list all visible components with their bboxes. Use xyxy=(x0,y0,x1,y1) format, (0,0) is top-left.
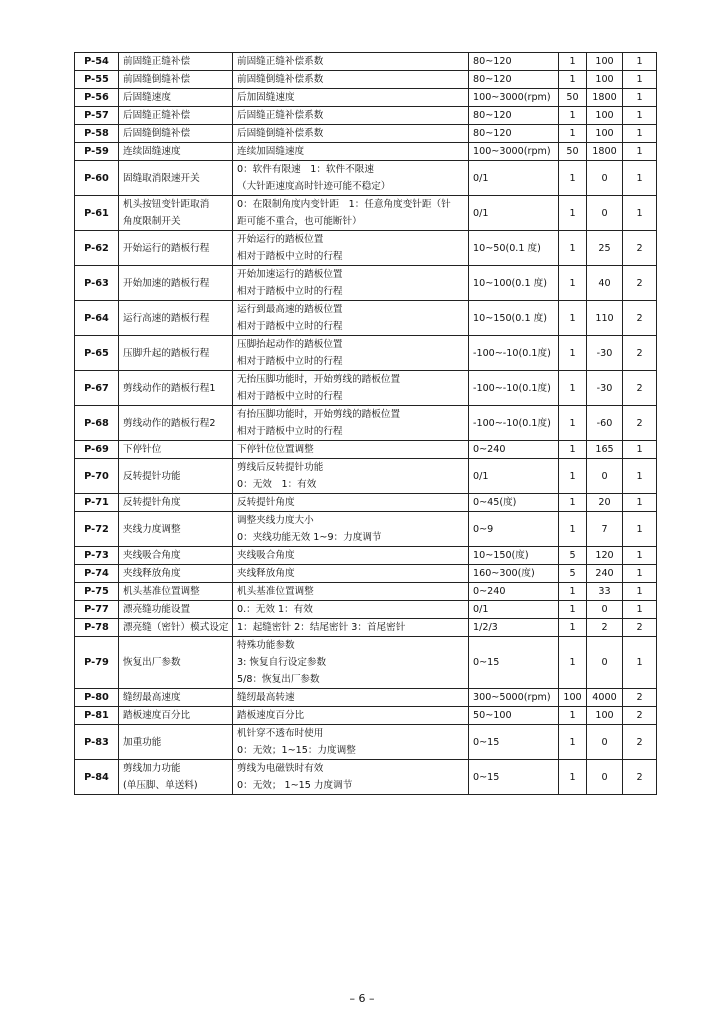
param-step-cell: 1 xyxy=(559,125,587,143)
param-description-cell xyxy=(233,441,469,459)
param-name-cell xyxy=(119,301,233,336)
param-level-cell: 2 xyxy=(623,689,657,707)
table-row xyxy=(75,565,657,583)
param-step-cell: 1 xyxy=(559,266,587,301)
param-name-line: 后固缝倒缝补偿 xyxy=(123,128,191,139)
param-description-line: 0：夹线功能无效 1~9：力度调节 xyxy=(237,532,382,543)
param-step-cell: 1 xyxy=(559,725,587,760)
param-default-cell: 110 xyxy=(587,301,623,336)
param-description-line: 剪线后反转提针功能 xyxy=(237,462,324,473)
param-step-cell: 100 xyxy=(559,689,587,707)
param-default-cell: -60 xyxy=(587,406,623,441)
param-description-cell xyxy=(233,53,469,71)
param-range-cell: 80~120 xyxy=(469,125,559,143)
param-code-cell: P-67 xyxy=(75,371,119,406)
param-level-cell: 1 xyxy=(623,71,657,89)
table-row xyxy=(75,71,657,89)
param-description-line: 相对于踏板中立时的行程 xyxy=(237,286,343,297)
param-level-cell: 1 xyxy=(623,494,657,512)
param-code-cell: P-61 xyxy=(75,196,119,231)
param-step-cell: 1 xyxy=(559,107,587,125)
param-description-cell xyxy=(233,336,469,371)
param-description-cell xyxy=(233,459,469,494)
param-description-cell xyxy=(233,637,469,689)
param-level-cell: 1 xyxy=(623,196,657,231)
param-code-cell: P-80 xyxy=(75,689,119,707)
param-description-line: 机针穿不透布时使用 xyxy=(237,728,324,739)
param-description-line: 后固缝正缝补偿系数 xyxy=(237,110,324,121)
param-name-cell xyxy=(119,689,233,707)
param-code-cell: P-74 xyxy=(75,565,119,583)
param-description-line: 剪线为电磁铁时有效 xyxy=(237,763,324,774)
param-range-cell: 0/1 xyxy=(469,196,559,231)
param-name-cell xyxy=(119,512,233,547)
table-row xyxy=(75,336,657,371)
param-name-line: 漂亮缝（密针）模式设定 xyxy=(123,622,229,633)
param-range-cell: -100~-10(0.1度) xyxy=(469,336,559,371)
param-name-line: 加重功能 xyxy=(123,736,162,748)
param-name-cell xyxy=(119,125,233,143)
param-description-cell xyxy=(233,619,469,637)
param-range-cell: 0~240 xyxy=(469,583,559,601)
param-description-line: 夹线吸合角度 xyxy=(237,550,295,561)
table-row xyxy=(75,760,657,795)
table-row xyxy=(75,107,657,125)
param-code-cell: P-83 xyxy=(75,725,119,760)
param-name-cell xyxy=(119,619,233,637)
param-step-cell: 1 xyxy=(559,512,587,547)
param-range-cell: 100~3000(rpm) xyxy=(469,143,559,161)
param-range-cell: 0~9 xyxy=(469,512,559,547)
param-description-line: 运行到最高速的踏板位置 xyxy=(237,304,343,315)
param-default-cell: 100 xyxy=(587,107,623,125)
param-description-line: 5/8：恢复出厂参数 xyxy=(237,674,320,685)
param-description-cell xyxy=(233,89,469,107)
param-description-cell xyxy=(233,125,469,143)
parameter-table xyxy=(74,52,657,795)
param-step-cell: 1 xyxy=(559,707,587,725)
param-code-cell: P-78 xyxy=(75,619,119,637)
table-row xyxy=(75,301,657,336)
param-default-cell: 20 xyxy=(587,494,623,512)
param-name-cell xyxy=(119,459,233,494)
param-step-cell: 1 xyxy=(559,441,587,459)
param-level-cell: 2 xyxy=(623,406,657,441)
param-name-cell xyxy=(119,371,233,406)
param-code-cell: P-68 xyxy=(75,406,119,441)
param-description-cell xyxy=(233,107,469,125)
param-description-line: 压脚抬起动作的踏板位置 xyxy=(237,339,343,350)
param-range-cell: 80~120 xyxy=(469,71,559,89)
param-level-cell: 1 xyxy=(623,547,657,565)
param-description-line: 夹线释放角度 xyxy=(237,568,295,579)
param-level-cell: 2 xyxy=(623,619,657,637)
param-default-cell: 0 xyxy=(587,161,623,196)
param-name-cell xyxy=(119,143,233,161)
param-name-cell xyxy=(119,547,233,565)
param-description-cell xyxy=(233,161,469,196)
param-name-cell xyxy=(119,725,233,760)
param-description-cell xyxy=(233,583,469,601)
param-level-cell: 1 xyxy=(623,512,657,547)
table-row xyxy=(75,707,657,725)
table-row xyxy=(75,143,657,161)
param-default-cell: 100 xyxy=(587,71,623,89)
param-range-cell: 1/2/3 xyxy=(469,619,559,637)
param-default-cell: 100 xyxy=(587,53,623,71)
param-description-line: 0：无效； 1~15 力度调节 xyxy=(237,780,353,791)
param-range-cell: 80~120 xyxy=(469,107,559,125)
param-name-line: 开始加速的踏板行程 xyxy=(123,277,210,289)
parameter-table-body xyxy=(75,53,657,795)
param-step-cell: 1 xyxy=(559,53,587,71)
param-description-cell xyxy=(233,689,469,707)
param-description-line: 机头基准位置调整 xyxy=(237,586,314,597)
param-step-cell: 1 xyxy=(559,71,587,89)
param-range-cell: 100~3000(rpm) xyxy=(469,89,559,107)
param-code-cell: P-63 xyxy=(75,266,119,301)
param-default-cell: 0 xyxy=(587,459,623,494)
param-default-cell: 25 xyxy=(587,231,623,266)
param-name-cell xyxy=(119,760,233,795)
param-name-line: 反转提针功能 xyxy=(123,470,181,482)
table-row xyxy=(75,494,657,512)
table-row xyxy=(75,89,657,107)
param-range-cell: 160~300(度) xyxy=(469,565,559,583)
param-code-cell: P-79 xyxy=(75,637,119,689)
param-description-line: 特殊功能参数 xyxy=(237,640,295,651)
param-step-cell: 1 xyxy=(559,231,587,266)
param-name-line: 前固缝倒缝补偿 xyxy=(123,74,191,85)
param-description-cell xyxy=(233,231,469,266)
param-range-cell: -100~-10(0.1度) xyxy=(469,371,559,406)
param-range-cell: 0/1 xyxy=(469,161,559,196)
param-code-cell: P-84 xyxy=(75,760,119,795)
param-name-cell xyxy=(119,707,233,725)
param-step-cell: 50 xyxy=(559,143,587,161)
param-default-cell: 240 xyxy=(587,565,623,583)
table-row xyxy=(75,371,657,406)
param-name-cell xyxy=(119,266,233,301)
param-level-cell: 2 xyxy=(623,760,657,795)
param-step-cell: 1 xyxy=(559,406,587,441)
param-code-cell: P-77 xyxy=(75,601,119,619)
table-row xyxy=(75,689,657,707)
param-description-line: 相对于踏板中立时的行程 xyxy=(237,356,343,367)
param-name-line: 漂亮缝功能设置 xyxy=(123,604,191,615)
param-description-cell xyxy=(233,707,469,725)
param-default-cell: 100 xyxy=(587,125,623,143)
param-step-cell: 1 xyxy=(559,619,587,637)
param-code-cell: P-58 xyxy=(75,125,119,143)
param-description-line: 后加固缝速度 xyxy=(237,92,295,103)
table-row xyxy=(75,725,657,760)
param-step-cell: 1 xyxy=(559,301,587,336)
param-step-cell: 1 xyxy=(559,583,587,601)
param-description-line: 开始加速运行的踏板位置 xyxy=(237,269,343,280)
table-row xyxy=(75,619,657,637)
param-name-cell xyxy=(119,637,233,689)
param-range-cell: 0~15 xyxy=(469,725,559,760)
param-code-cell: P-55 xyxy=(75,71,119,89)
param-range-cell: 0~15 xyxy=(469,637,559,689)
param-name-line: 机头基准位置调整 xyxy=(123,586,200,597)
param-name-line: 踏板速度百分比 xyxy=(123,710,191,721)
param-range-cell: -100~-10(0.1度) xyxy=(469,406,559,441)
param-step-cell: 1 xyxy=(559,494,587,512)
param-name-cell xyxy=(119,71,233,89)
param-default-cell: 7 xyxy=(587,512,623,547)
param-description-line: 相对于踏板中立时的行程 xyxy=(237,426,343,437)
param-description-line: 前固缝正缝补偿系数 xyxy=(237,56,324,67)
param-code-cell: P-60 xyxy=(75,161,119,196)
param-code-cell: P-71 xyxy=(75,494,119,512)
param-description-line: 下停针位位置调整 xyxy=(237,444,314,455)
param-name-cell xyxy=(119,107,233,125)
param-code-cell: P-54 xyxy=(75,53,119,71)
param-level-cell: 1 xyxy=(623,53,657,71)
param-name-line: 后固缝速度 xyxy=(123,92,171,103)
param-level-cell: 2 xyxy=(623,707,657,725)
param-range-cell: 0~240 xyxy=(469,441,559,459)
param-default-cell: 2 xyxy=(587,619,623,637)
param-range-cell: 10~150(0.1 度) xyxy=(469,301,559,336)
param-name-line: 运行高速的踏板行程 xyxy=(123,312,210,324)
param-description-cell xyxy=(233,547,469,565)
param-description-line: 0：软件有限速 1：软件不限速 xyxy=(237,164,374,175)
param-name-line: 夹线吸合角度 xyxy=(123,550,181,561)
param-name-line: 反转提针角度 xyxy=(123,497,181,508)
param-description-line: 0：无效 1：有效 xyxy=(237,479,317,490)
param-level-cell: 2 xyxy=(623,266,657,301)
param-range-cell: 10~150(度) xyxy=(469,547,559,565)
param-description-cell xyxy=(233,301,469,336)
param-name-line: 前固缝正缝补偿 xyxy=(123,56,191,67)
param-name-line: 机头按钮变针距取消 xyxy=(123,199,210,210)
param-description-line: 后固缝倒缝补偿系数 xyxy=(237,128,324,139)
param-name-line: 剪线动作的踏板行程1 xyxy=(123,382,216,394)
table-row xyxy=(75,547,657,565)
param-level-cell: 2 xyxy=(623,371,657,406)
param-name-cell xyxy=(119,53,233,71)
table-row xyxy=(75,441,657,459)
param-code-cell: P-59 xyxy=(75,143,119,161)
param-level-cell: 1 xyxy=(623,583,657,601)
param-default-cell: 0 xyxy=(587,725,623,760)
param-level-cell: 2 xyxy=(623,336,657,371)
param-description-line: 3: 恢复自行设定参数 xyxy=(237,657,327,668)
param-code-cell: P-65 xyxy=(75,336,119,371)
param-name-line: 夹线力度调整 xyxy=(123,523,181,535)
param-default-cell: -30 xyxy=(587,336,623,371)
param-code-cell: P-56 xyxy=(75,89,119,107)
table-row xyxy=(75,637,657,689)
param-default-cell: 0 xyxy=(587,196,623,231)
param-name-line: 夹线释放角度 xyxy=(123,568,181,579)
param-step-cell: 5 xyxy=(559,565,587,583)
param-name-line: 连续固缝速度 xyxy=(123,146,181,157)
param-code-cell: P-62 xyxy=(75,231,119,266)
param-description-line: 0.：无效 1：有效 xyxy=(237,604,313,615)
param-description-cell xyxy=(233,760,469,795)
param-step-cell: 5 xyxy=(559,547,587,565)
param-name-cell xyxy=(119,601,233,619)
param-code-cell: P-75 xyxy=(75,583,119,601)
param-description-cell xyxy=(233,725,469,760)
param-default-cell: 40 xyxy=(587,266,623,301)
param-default-cell: 33 xyxy=(587,583,623,601)
param-default-cell: 4000 xyxy=(587,689,623,707)
param-level-cell: 1 xyxy=(623,637,657,689)
param-level-cell: 1 xyxy=(623,107,657,125)
param-range-cell: 300~5000(rpm) xyxy=(469,689,559,707)
param-step-cell: 1 xyxy=(559,760,587,795)
param-step-cell: 1 xyxy=(559,196,587,231)
param-code-cell: P-64 xyxy=(75,301,119,336)
param-name-line: (单压脚、单送料) xyxy=(123,780,198,791)
param-step-cell: 1 xyxy=(559,601,587,619)
param-description-cell xyxy=(233,494,469,512)
param-range-cell: 0/1 xyxy=(469,601,559,619)
param-default-cell: 0 xyxy=(587,601,623,619)
table-row xyxy=(75,125,657,143)
param-description-line: 反转提针角度 xyxy=(237,497,295,508)
param-description-line: 相对于踏板中立时的行程 xyxy=(237,321,343,332)
param-name-cell xyxy=(119,441,233,459)
param-range-cell: 0/1 xyxy=(469,459,559,494)
param-code-cell: P-72 xyxy=(75,512,119,547)
param-name-line: 缝纫最高速度 xyxy=(123,692,181,703)
table-row xyxy=(75,583,657,601)
param-step-cell: 1 xyxy=(559,161,587,196)
param-step-cell: 1 xyxy=(559,336,587,371)
param-range-cell: 0~45(度) xyxy=(469,494,559,512)
param-level-cell: 1 xyxy=(623,459,657,494)
param-code-cell: P-69 xyxy=(75,441,119,459)
param-description-line: 开始运行的踏板位置 xyxy=(237,234,324,245)
param-description-cell xyxy=(233,371,469,406)
param-step-cell: 1 xyxy=(559,637,587,689)
param-level-cell: 1 xyxy=(623,565,657,583)
param-default-cell: 1800 xyxy=(587,89,623,107)
param-step-cell: 1 xyxy=(559,371,587,406)
param-description-cell xyxy=(233,512,469,547)
param-name-cell xyxy=(119,89,233,107)
param-description-line: （大针距速度高时针迹可能不稳定） xyxy=(237,181,391,192)
param-step-cell: 50 xyxy=(559,89,587,107)
param-name-cell xyxy=(119,161,233,196)
param-name-cell xyxy=(119,196,233,231)
param-name-line: 固缝取消限速开关 xyxy=(123,172,200,184)
param-description-line: 相对于踏板中立时的行程 xyxy=(237,391,343,402)
param-name-cell xyxy=(119,406,233,441)
param-description-cell xyxy=(233,143,469,161)
param-description-line: 1：起缝密针 2：结尾密针 3：首尾密针 xyxy=(237,622,406,633)
param-level-cell: 1 xyxy=(623,161,657,196)
param-name-cell xyxy=(119,231,233,266)
param-range-cell: 0~15 xyxy=(469,760,559,795)
param-description-line: 0：无效；1~15：力度调整 xyxy=(237,745,356,756)
param-step-cell: 1 xyxy=(559,459,587,494)
table-row xyxy=(75,459,657,494)
param-level-cell: 2 xyxy=(623,725,657,760)
param-default-cell: -30 xyxy=(587,371,623,406)
table-row xyxy=(75,512,657,547)
param-name-line: 恢复出厂参数 xyxy=(123,657,181,668)
param-description-line: 有抬压脚功能时，开始剪线的踏板位置 xyxy=(237,409,401,420)
table-row xyxy=(75,406,657,441)
param-code-cell: P-57 xyxy=(75,107,119,125)
param-name-cell xyxy=(119,583,233,601)
param-level-cell: 1 xyxy=(623,143,657,161)
param-code-cell: P-73 xyxy=(75,547,119,565)
param-description-cell xyxy=(233,196,469,231)
table-row xyxy=(75,601,657,619)
param-name-line: 下停针位 xyxy=(123,444,162,455)
param-name-line: 角度限制开关 xyxy=(123,216,181,227)
param-code-cell: P-81 xyxy=(75,707,119,725)
param-name-cell xyxy=(119,565,233,583)
table-row xyxy=(75,53,657,71)
page-number: – 6 – xyxy=(349,992,375,1005)
param-level-cell: 1 xyxy=(623,601,657,619)
param-description-cell xyxy=(233,266,469,301)
param-description-line: 无抬压脚功能时，开始剪线的踏板位置 xyxy=(237,374,401,385)
param-range-cell: 50~100 xyxy=(469,707,559,725)
param-code-cell: P-70 xyxy=(75,459,119,494)
param-range-cell: 10~100(0.1 度) xyxy=(469,266,559,301)
param-description-line: 距可能不重合，也可能断针） xyxy=(237,216,362,227)
param-description-cell xyxy=(233,406,469,441)
param-description-line: 相对于踏板中立时的行程 xyxy=(237,251,343,262)
param-default-cell: 1800 xyxy=(587,143,623,161)
param-name-line: 剪线动作的踏板行程2 xyxy=(123,417,216,429)
param-description-line: 前固缝倒缝补偿系数 xyxy=(237,74,324,85)
param-level-cell: 1 xyxy=(623,89,657,107)
param-default-cell: 165 xyxy=(587,441,623,459)
param-default-cell: 100 xyxy=(587,707,623,725)
param-default-cell: 120 xyxy=(587,547,623,565)
table-row xyxy=(75,196,657,231)
param-range-cell: 80~120 xyxy=(469,53,559,71)
param-description-cell xyxy=(233,565,469,583)
param-level-cell: 1 xyxy=(623,125,657,143)
param-range-cell: 10~50(0.1 度) xyxy=(469,231,559,266)
table-row xyxy=(75,266,657,301)
param-description-line: 0：在限制角度内变针距 1：任意角度变针距（针 xyxy=(237,199,451,210)
param-name-line: 开始运行的踏板行程 xyxy=(123,242,210,254)
param-description-line: 连续加固缝速度 xyxy=(237,146,305,157)
param-description-cell xyxy=(233,71,469,89)
param-description-line: 缝纫最高转速 xyxy=(237,692,295,703)
param-level-cell: 1 xyxy=(623,441,657,459)
param-default-cell: 0 xyxy=(587,760,623,795)
param-level-cell: 2 xyxy=(623,231,657,266)
param-description-line: 踏板速度百分比 xyxy=(237,710,305,721)
param-name-cell xyxy=(119,336,233,371)
param-level-cell: 2 xyxy=(623,301,657,336)
param-name-line: 压脚升起的踏板行程 xyxy=(123,347,210,359)
param-description-cell xyxy=(233,601,469,619)
param-default-cell: 0 xyxy=(587,637,623,689)
param-name-cell xyxy=(119,494,233,512)
table-row xyxy=(75,231,657,266)
param-name-line: 后固缝正缝补偿 xyxy=(123,110,191,121)
table-row xyxy=(75,161,657,196)
param-description-line: 调整夹线力度大小 xyxy=(237,515,314,526)
param-name-line: 剪线加力功能 xyxy=(123,763,181,774)
